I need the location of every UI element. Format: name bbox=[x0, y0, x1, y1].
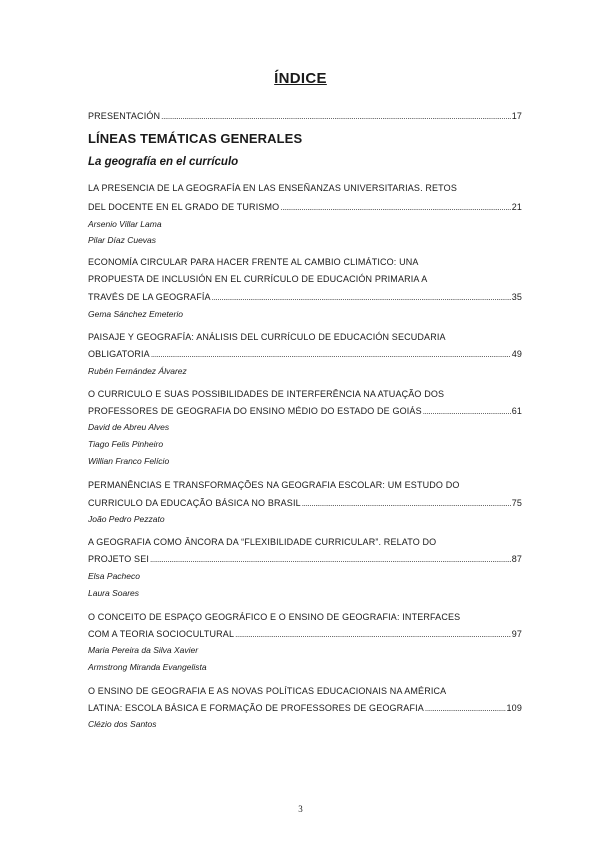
toc-page-number: 61 bbox=[511, 406, 522, 416]
toc-entry[interactable] bbox=[88, 201, 522, 214]
toc-entry-title-line: PROFESSORES DE GEOGRAFIA DO ENSINO MÉDIO DO ESTADO DE GOIÁS bbox=[88, 406, 422, 416]
toc-entry-title-line[interactable]: LA PRESENCIA DE LA GEOGRAFÍA EN LAS ENSEÑANZAS UNIVERSITARIAS. RETOS bbox=[88, 183, 457, 193]
toc-page-number: 75 bbox=[511, 498, 522, 508]
toc-page-number: 87 bbox=[511, 554, 522, 564]
author: Laura Soares bbox=[88, 588, 140, 598]
dot-leader bbox=[280, 202, 510, 214]
author: Arsenio Villar Lama bbox=[88, 219, 162, 229]
author: Tiago Felis Pinheiro bbox=[88, 439, 164, 449]
toc-entry[interactable] bbox=[88, 497, 522, 510]
toc-entry-title-line: PROJETO SEI bbox=[88, 554, 149, 564]
toc-entry-title-line: DEL DOCENTE EN EL GRADO DE TURISMO bbox=[88, 202, 280, 212]
toc-entry-presentation[interactable] bbox=[88, 110, 522, 123]
toc-entry-title-line[interactable]: O CONCEITO DE ESPAÇO GEOGRÁFICO E O ENSINO DE GEOGRAFIA: INTERFACES bbox=[88, 612, 461, 622]
dot-leader bbox=[150, 554, 511, 566]
toc-page-number: 109 bbox=[506, 703, 522, 713]
toc-page-number: 35 bbox=[511, 292, 522, 302]
dot-leader bbox=[302, 498, 511, 510]
toc-entry-title-line: LATINA: ESCOLA BÁSICA E FORMAÇÃO DE PROFESSORES DE GEOGRAFIA bbox=[88, 703, 424, 713]
toc-entry-label: PRESENTACIÓN bbox=[88, 111, 161, 121]
toc-entry-title-line[interactable]: ECONOMÍA CIRCULAR PARA HACER FRENTE AL CAMBIO CLIMÁTICO: UNA bbox=[88, 257, 419, 267]
author: Willian Franco Felício bbox=[88, 456, 170, 466]
section-heading: LÍNEAS TEMÁTICAS GENERALES bbox=[88, 131, 303, 146]
toc-entry-title-line: COM A TEORIA SOCIOCULTURAL bbox=[88, 629, 235, 639]
toc-entry-title-line[interactable]: PERMANÊNCIAS E TRANSFORMAÇÕES NA GEOGRAFIA ESCOLAR: UM ESTUDO DO bbox=[88, 480, 460, 490]
toc-entry-title-line: OBLIGATORIA bbox=[88, 349, 150, 359]
toc-entry[interactable] bbox=[88, 405, 522, 418]
dot-leader bbox=[212, 292, 511, 304]
subsection-heading: La geografía en el currículo bbox=[88, 156, 239, 168]
toc-page-number: 97 bbox=[511, 629, 522, 639]
toc-entry-title-line[interactable]: O CURRICULO E SUAS POSSIBILIDADES DE INTERFERÊNCIA NA ATUAÇÃO DOS bbox=[88, 389, 445, 399]
author: Clézio dos Santos bbox=[88, 719, 157, 729]
toc-entry-title-line[interactable]: O ENSINO DE GEOGRAFIA E AS NOVAS POLÍTICAS EDUCACIONAIS NA AMÉRICA bbox=[88, 686, 447, 696]
dot-leader bbox=[423, 406, 511, 418]
dot-leader bbox=[151, 349, 511, 361]
author: Armstrong Miranda Evangelista bbox=[88, 662, 207, 672]
dot-leader bbox=[425, 703, 506, 715]
dot-leader bbox=[235, 629, 511, 641]
toc-entry[interactable] bbox=[88, 348, 522, 361]
toc-page-number: 17 bbox=[511, 111, 522, 121]
author: Rubén Fernández Álvarez bbox=[88, 366, 187, 376]
toc-entry-title-line[interactable]: A GEOGRAFIA COMO ÂNCORA DA “FLEXIBILIDADE CURRICULAR”. RELATO DO bbox=[88, 537, 437, 547]
toc-entry[interactable] bbox=[88, 628, 522, 641]
page-number: 3 bbox=[298, 804, 303, 814]
author: Gema Sánchez Emeterio bbox=[88, 309, 183, 319]
toc-page-number: 49 bbox=[511, 349, 522, 359]
toc-entry-title-line[interactable]: PAISAJE Y GEOGRAFÍA: ANÁLISIS DEL CURRÍCULO DE EDUCACIÓN SECUDARIA bbox=[88, 332, 446, 342]
toc-entry[interactable] bbox=[88, 291, 522, 304]
author: João Pedro Pezzato bbox=[88, 514, 165, 524]
author: Maria Pereira da Silva Xavier bbox=[88, 645, 199, 655]
toc-entry-title-line[interactable]: PROPUESTA DE INCLUSIÓN EN EL CURRÍCULO DE EDUCACIÓN PRIMARIA A bbox=[88, 274, 428, 284]
page-title: ÍNDICE bbox=[274, 70, 327, 87]
toc-entry[interactable] bbox=[88, 553, 522, 566]
dot-leader bbox=[161, 111, 511, 123]
author: Pilar Díaz Cuevas bbox=[88, 235, 157, 245]
toc-page-number: 21 bbox=[511, 202, 522, 212]
toc-entry-title-line: CURRICULO DA EDUCAÇÃO BÁSICA NO BRASIL bbox=[88, 498, 301, 508]
author: David de Abreu Alves bbox=[88, 422, 170, 432]
toc-entry[interactable] bbox=[88, 702, 522, 715]
author: Elsa Pacheco bbox=[88, 571, 140, 581]
toc-entry-title-line: TRAVÉS DE LA GEOGRAFÍA bbox=[88, 292, 211, 302]
